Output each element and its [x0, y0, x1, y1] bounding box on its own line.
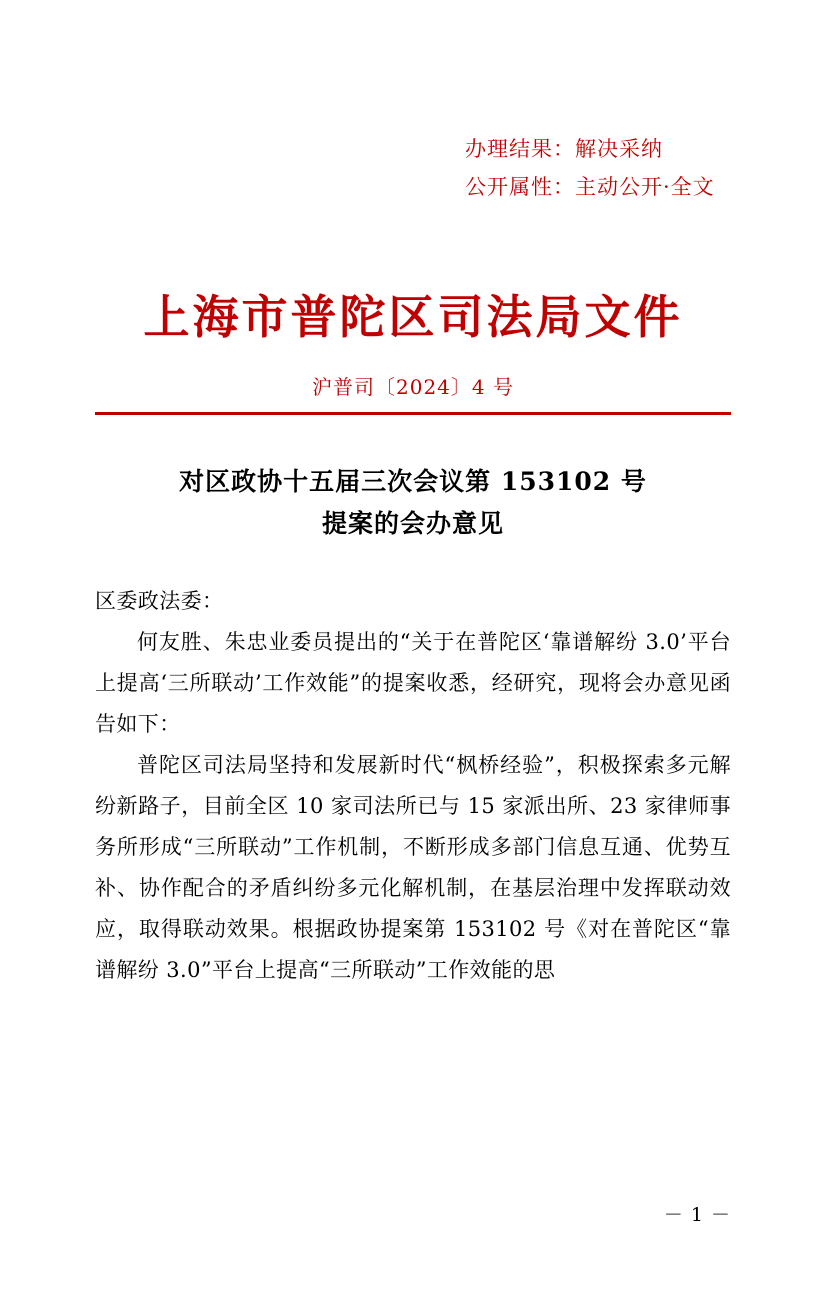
handling-result-line: 办理结果：解决采纳	[465, 137, 663, 161]
subject-line-2: 提案的会办意见	[321, 509, 504, 538]
header-meta-block	[95, 130, 731, 206]
red-divider	[95, 412, 731, 415]
document-body	[95, 581, 731, 991]
body-paragraph-1: 何友胜、朱忠业委员提出的“关于在普陀区‘靠谱解纷 3.0’平台上提高‘三所联动’工作效能”的提案收悉，经研究，现将会办意见函告如下：	[95, 630, 731, 736]
page-title: 上海市普陀区司法局文件	[143, 290, 683, 344]
subject-line-1: 对区政协十五届三次会议第 153102 号	[179, 467, 647, 496]
document-number: 沪普司〔2024〕4 号	[312, 375, 514, 399]
page-number: － 1 －	[663, 1204, 731, 1226]
subject-title	[95, 461, 731, 545]
body-paragraph-2: 普陀区司法局坚持和发展新时代“枫桥经验”，积极探索多元解纷新路子，目前全区 10 家司法所已与 15 家派出所、23 家律师事务所形成“三所联动”工作机制，不断形成多部门信息互通、优势互补、协作配合的矛盾纠纷多元化解机制，在基层治理中发挥联动效应，取得联动效果。根据政协提案第 153102 号《对在普陀区“靠谱解纷 3.0”平台上提高“三所联动”工作效能的思	[95, 753, 731, 982]
salutation: 区委政法委：	[95, 589, 224, 613]
document-page	[0, 130, 826, 1299]
disclosure-attribute-line: 公开属性：主动公开·全文	[465, 175, 715, 199]
